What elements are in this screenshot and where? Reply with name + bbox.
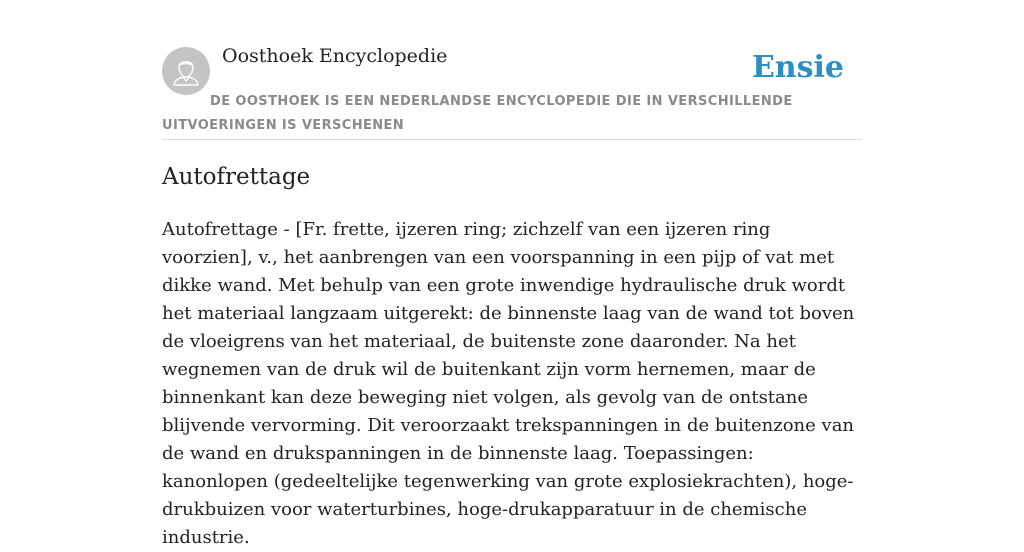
article-title: Autofrettage <box>162 164 311 190</box>
article-body: Autofrettage - [Fr. frette, ijzeren ring; zichzelf van een ijzeren ring voorzien], v., het aanbrengen van een voorspanning in een pijp of vat met dikke wand. Met behulp van een grote inwendige hydraulische druk wordt het materiaal langzaam uitgerekt: de binnenste laag van de wand tot boven de vloeigrens van het materiaal, de buitenste zone daaronder. Na het wegnemen van de druk wil de buitenkant zijn vorm hernemen, maar de binnenkant kan deze beweging niet volgen, als gevolg van de ontstane blijvende vervorming. Dit veroorzaakt trekspanningen in de buitenzone van de wand en drukspanningen in de binnenste laag. Toepassingen: kanonlopen (gedeeltelijke tegenwerking van grote explosiekrachten), hoge-drukbuizen voor waterturbines, hoge-drukapparatuur in de chemische industrie. <box>162 219 855 548</box>
brand-logo-link[interactable]: Ensie <box>751 50 844 85</box>
user-silhouette-icon <box>162 47 210 95</box>
content-container <box>162 0 862 548</box>
site-name[interactable]: Oosthoek Encyclopedie <box>222 45 448 67</box>
avatar[interactable] <box>162 47 210 95</box>
site-header <box>162 0 862 140</box>
site-tagline: DE OOSTHOEK IS EEN NEDERLANDSE ENCYCLOPEDIE DIE IN VERSCHILLENDE UITVOERINGEN IS VERSCHENEN <box>162 94 793 133</box>
